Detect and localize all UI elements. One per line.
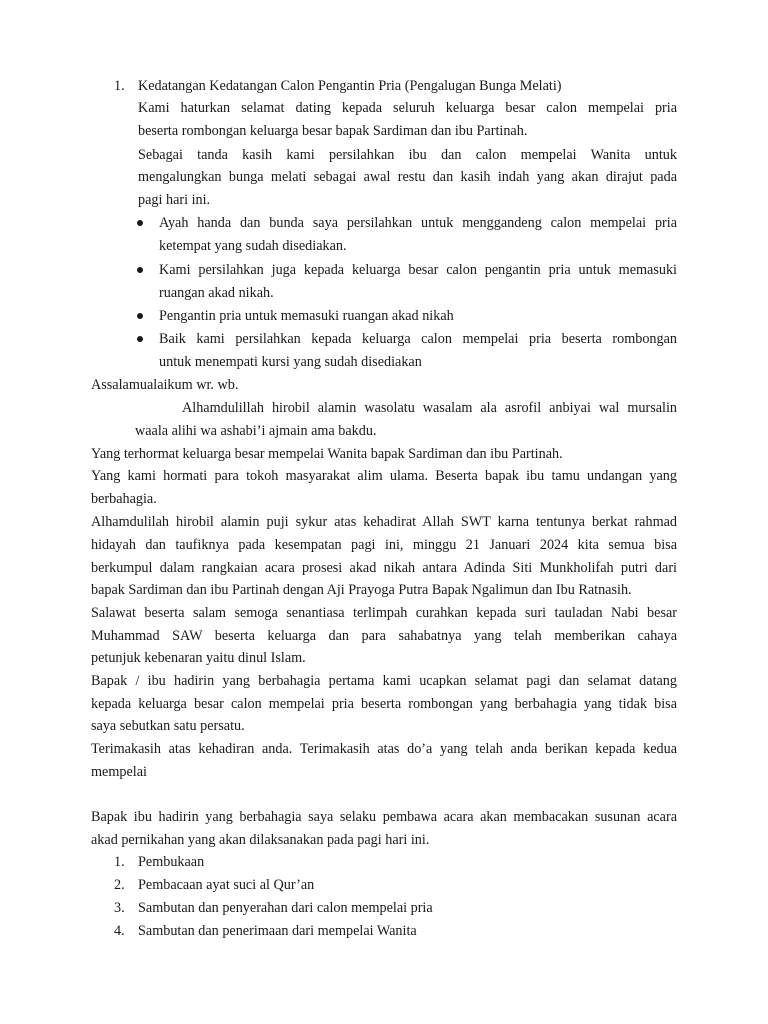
bullet-text: ketempat yang sudah disediakan. (159, 238, 347, 254)
body-line: Yang kami hormati para tokoh masyarakat alim ulama. Beserta bapak ibu tamu undangan yang (91, 468, 677, 484)
agenda-item: Pembukaan (138, 854, 205, 870)
body-line: hidayah dan taufiknya pada kesempatan pagi ini, minggu 21 Januari 2024 kita semua bisa (91, 537, 677, 553)
bullet-text: Baik kami persilahkan kepada keluarga calon mempelai pria beserta rombongan (159, 331, 677, 347)
bullet-icon (137, 267, 143, 273)
body-line: Bapak ibu hadirin yang berbahagia saya selaku pembawa acara akan membacakan susunan acara (91, 809, 677, 825)
intro-line: Sebagai tanda kasih kami persilahkan ibu dan calon mempelai Wanita untuk (138, 147, 677, 163)
body-line: Bapak / ibu hadirin yang berbahagia pertama kami ucapkan selamat pagi dan selamat datang (91, 673, 677, 689)
bullet-icon (137, 336, 143, 342)
agenda-number: 1. (114, 854, 125, 870)
bullet-text: Ayah handa dan bunda saya persilahkan untuk menggandeng calon mempelai pria (159, 215, 677, 231)
doa-line: waala alihi wa ashabi’i ajmain ama bakdu. (135, 423, 377, 439)
body-line: saya sebutkan satu persatu. (91, 718, 245, 734)
intro-line: Kami haturkan selamat dating kepada seluruh keluarga besar calon mempelai pria (138, 100, 677, 116)
body-line: Alhamdulilah hirobil alamin puji sykur atas kehadirat Allah SWT karna tentunya berkat rahmad (91, 514, 677, 530)
bullet-text: untuk menempati kursi yang sudah disediakan (159, 354, 422, 370)
body-line: Muhammad SAW beserta keluarga dan para sahabatnya yang telah memberikan cahaya (91, 628, 677, 644)
agenda-number: 3. (114, 900, 125, 916)
agenda-item: Pembacaan ayat suci al Qur’an (138, 877, 315, 893)
greeting: Assalamualaikum wr. wb. (91, 377, 239, 393)
body-line: berbahagia. (91, 491, 157, 507)
intro-line: pagi hari ini. (138, 192, 211, 208)
section-title: Kedatangan Kedatangan Calon Pengantin Pria (Pengalugan Bunga Melati) (138, 78, 562, 94)
bullet-text: Kami persilahkan juga kepada keluarga besar calon pengantin pria untuk memasuki (159, 262, 677, 278)
bullet-icon (137, 220, 143, 226)
intro-line: beserta rombongan keluarga besar bapak Sardiman dan ibu Partinah. (138, 123, 528, 139)
doa-line: Alhamdulillah hirobil alamin wasolatu wasalam ala asrofil anbiyai wal mursalin (182, 400, 677, 416)
body-line: Terimakasih atas kehadiran anda. Terimakasih atas do’a yang telah anda berikan kepada kedua (91, 741, 677, 757)
agenda-item: Sambutan dan penyerahan dari calon mempelai pria (138, 900, 433, 916)
body-line: petunjuk kebenaran yaitu dinul Islam. (91, 650, 306, 666)
body-line: Yang terhormat keluarga besar mempelai Wanita bapak Sardiman dan ibu Partinah. (91, 446, 563, 462)
agenda-number: 2. (114, 877, 125, 893)
section-number: 1. (114, 78, 125, 94)
body-line: akad pernikahan yang akan dilaksanakan pada pagi hari ini. (91, 832, 430, 848)
bullet-text: ruangan akad nikah. (159, 285, 274, 301)
bullet-text: Pengantin pria untuk memasuki ruangan akad nikah (159, 308, 454, 324)
body-line: mempelai (91, 764, 147, 780)
body-line: kepada keluarga besar calon mempelai pria beserta rombongan yang berbahagia yang tidak bisa (91, 696, 677, 712)
agenda-number: 4. (114, 923, 125, 939)
bullet-icon (137, 313, 143, 319)
body-line: bapak Sardiman dan ibu Partinah dengan Aji Prayoga Putra Bapak Ngalimun dan Ibu Ratnasih. (91, 582, 632, 598)
body-line: Salawat beserta salam semoga senantiasa terlimpah curahkan kepada suri tauladan Nabi besar (91, 605, 677, 621)
intro-line: mengalungkan bunga melati sebagai awal restu dan kasih indah yang akan dirajut pada (138, 169, 677, 185)
body-line: berkumpul dalam rangkaian acara prosesi akad nikah antara Adinda Siti Munkholifah putri dari (91, 560, 677, 576)
agenda-item: Sambutan dan penerimaan dari mempelai Wanita (138, 923, 417, 939)
